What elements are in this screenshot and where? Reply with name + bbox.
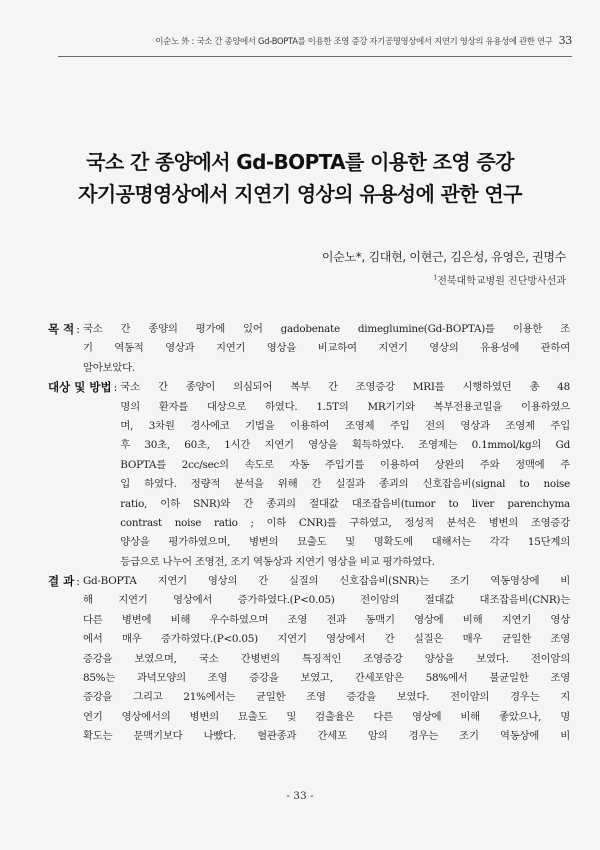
- text-line: 85%는 과녁모양의 조영 증강을 보였고, 간세포암은 58%에서 불균일한 조영: [82, 672, 570, 685]
- running-title-text: 이순노 外 : 국소 간 종양에서 Gd-BOPTA를 이용한 조영 증강 자기공명영상에서 지연기 영상의 유용성에 관한 연구: [155, 36, 553, 46]
- text-line: contrast noise ratio ; 이하 CNR)를 구하였고, 정성적 분석은 병변의 조영증강: [120, 516, 570, 529]
- section-colon: :: [76, 575, 80, 589]
- title-line-1: 국소 간 종양에서 Gd-BOPTA를 이용한 조영 증강: [86, 150, 514, 174]
- text-line: 입 하였다. 정량적 분석을 위해 간 실질과 종괴의 신호잡음비(signal to noise: [120, 478, 570, 491]
- text-line: 증강을 보였으며, 국소 간병변의 특징적인 조영증강 양상을 보였다. 전이암의: [82, 652, 570, 665]
- text-line: 에서 매우 증가하였다.(P<0.05) 지연기 영상에서 간 실질은 매우 균일한 조영: [82, 633, 570, 646]
- paper-title: [0, 146, 600, 210]
- section-body: [83, 320, 570, 378]
- section-label: 결 과: [48, 574, 75, 589]
- text-line: 해 지연기 영상에서 증가하였다.(P<0.05) 전이암의 절대값 대조잡음비(CNR)는: [82, 594, 570, 607]
- section-colon: :: [76, 323, 80, 336]
- text-line: 알아보았다.: [82, 361, 135, 374]
- text-line: 국소 간 종양이 의심되어 복부 간 조영증강 MRI를 시행하였던 총 48: [120, 381, 570, 394]
- text-line: 명의 환자를 대상으로 하였다. 1.5T의 MR기기와 복부전용코일을 이용하였으: [120, 400, 570, 413]
- section-label: 목 적: [48, 322, 75, 336]
- text-line: 기 역동적 영상과 지연기 영상을 비교하여 지연기 영상의 유용성에 관하여: [82, 342, 570, 355]
- section-results: [48, 572, 570, 747]
- text-line: ratio, 이하 SNR)와 간 종괴의 절대값 대조잡음비(tumor to liver parenchyma: [120, 497, 570, 510]
- abstract: [48, 320, 570, 747]
- running-title: [155, 34, 572, 47]
- section-body: [83, 572, 570, 747]
- author-list: 이순노*, 김대현, 이현근, 김은성, 유영은, 권명수: [321, 250, 566, 264]
- section-colon: :: [113, 381, 118, 395]
- text-line: 국소 간 종양의 평가에 있어 gadobenate dimeglumine(Gd-BOPTA)를 이용한 조: [82, 323, 570, 335]
- text-line: Gd-BOPTA 지연기 영상의 간 실질의 신호잡음비(SNR)는 조기 역동영상에 비: [82, 575, 570, 588]
- page-number: - 33 -: [286, 790, 314, 802]
- section-body: [120, 378, 570, 572]
- text-line: 후 30초, 60초, 1시간 지연기 영상을 획득하였다. 조영제는 0.1mmol/kg의 Gd: [120, 439, 570, 452]
- text-line: 증강을 그리고 21%에서는 균일한 조영 증강을 보였다. 전이암의 경우는 지: [82, 691, 570, 704]
- running-header: [0, 0, 600, 62]
- affiliation-marker: 1: [433, 274, 438, 282]
- text-line: 등급으로 나누어 조영전, 조기 역동상과 지연기 영상을 비교 평가하였다.: [120, 555, 435, 568]
- title-line-2: 자기공명영상에서 지연기 영상의 유용성에 관한 연구: [78, 182, 522, 206]
- header-page-number: 33: [558, 34, 572, 47]
- header-rule: [58, 56, 572, 57]
- text-line: 연기 영상에서의 병변의 묘출도 및 검출율은 다른 영상에 비해 좋았으나, 명: [82, 710, 570, 723]
- section-label: 대상 및 방법: [48, 380, 112, 395]
- text-line: BOPTA를 2cc/sec의 속도로 자동 주입기를 이용하여 상완의 주와 정맥에 주: [120, 458, 570, 471]
- affiliation-text: 전북대학교병원 진단방사선과: [437, 276, 566, 287]
- section-methods: [48, 378, 570, 572]
- section-purpose: [48, 320, 570, 378]
- affiliation: [433, 272, 566, 287]
- text-line: 확도는 문맥기보다 나빴다. 혈관종과 간세포 암의 경우는 조기 역동상에 비: [82, 730, 570, 743]
- text-line: 양상을 평가하였으며, 병변의 묘출도 및 명확도에 대해서는 각각 15단계의: [120, 536, 570, 549]
- text-line: 며, 3차원 경사에코 기법을 이용하여 조영제 주입 전의 영상과 조영제 주입: [120, 419, 570, 432]
- text-line: 다른 병변에 비해 우수하였으며 조영 전과 동맥기 영상에 비해 지연기 영상: [82, 613, 570, 626]
